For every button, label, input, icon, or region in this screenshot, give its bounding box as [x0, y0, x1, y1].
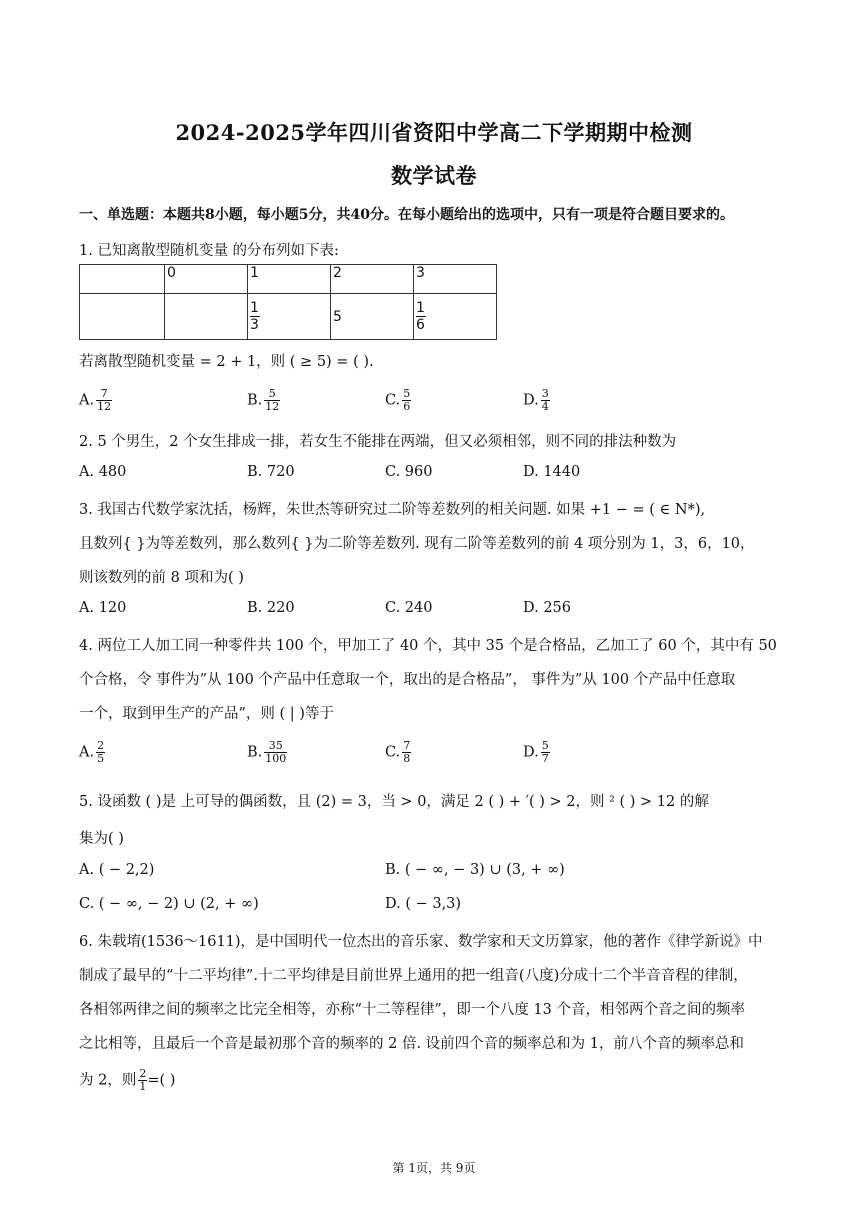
option-a: A. ( − 2,2)	[79, 862, 155, 878]
option-b: B. $\frac{5}{12}$	[247, 387, 280, 413]
question-3-line: 则该数列的前 8 项和为( )	[79, 570, 244, 586]
option-d: D. 1440	[523, 464, 581, 480]
fraction: $\frac{5}{12}$	[265, 387, 280, 413]
table-cell	[248, 294, 331, 340]
distribution-table	[79, 264, 497, 340]
option-a: A. 120	[79, 600, 127, 616]
question-3-line: 3. 我国古代数学家沈括，杨辉，朱世杰等研究过二阶等差数列的相关问题. 如果 +1 − = ( ∈ N*),	[79, 502, 706, 518]
question-4-line: 个合格，令 事件为”从 100 个产品中任意取一个，取出的是合格品”， 事件为”从 100 个产品中任意取	[79, 672, 736, 688]
option-c: C. $\frac{7}{8}$	[385, 739, 411, 765]
option-d: D. $\frac{3}{4}$	[523, 387, 549, 413]
fraction: $\frac{1}{6}$	[416, 300, 425, 333]
question-5-line: 集为( )	[79, 831, 124, 847]
question-5-line: 5. 设函数 ( )是 上可导的偶函数，且 (2) = 3，当 > 0，满足 2 ( ) + ′( ) > 2，则 ² ( ) > 12 的解	[79, 794, 709, 810]
option-d: D. ( − 3,3)	[385, 896, 462, 912]
question-6-line: 各相邻两律之间的频率之比完全相等，亦称“十二等程律”，即一个八度 13 个音，相邻两个音之间的频率	[79, 1002, 745, 1018]
table-cell: 0	[165, 265, 248, 294]
table-cell	[80, 294, 165, 340]
fraction: $\frac{35}{100}$	[265, 739, 287, 765]
table-row	[80, 265, 497, 294]
question-4-line: 一个，取到甲生产的产品”，则 ( | )等于	[79, 706, 334, 722]
table-cell	[165, 294, 248, 340]
fraction: $\frac{2}{5}$	[97, 739, 105, 765]
option-d: D. 256	[523, 600, 572, 616]
fraction: $\frac{3}{4}$	[541, 387, 549, 413]
table-cell	[80, 265, 165, 294]
fraction: $\frac{7}{8}$	[403, 739, 411, 765]
option-c: C. 240	[385, 600, 433, 616]
fraction: $\frac{5}{7}$	[541, 739, 549, 765]
page-footer: 第 1页，共 9页	[392, 1161, 476, 1175]
table-row	[80, 294, 497, 340]
option-b: B. 220	[247, 600, 295, 616]
table-cell	[414, 294, 497, 340]
option-b: B. ( − ∞, − 3) ∪ (3, + ∞)	[385, 862, 565, 878]
exam-title: 2024-2025学年四川省资阳中学高二下学期期中检测	[175, 120, 693, 145]
fraction: $\frac{1}{3}$	[250, 300, 259, 333]
question-1-stem: 1. 已知离散型随机变量 的分布列如下表:	[79, 243, 339, 259]
option-b: B. $\frac{35}{100}$	[247, 739, 287, 765]
question-3-line: 且数列{ }为等差数列，那么数列{ }为二阶等差数列. 现有二阶等差数列的前 4 项分别为 1，3，6，10，	[79, 536, 755, 552]
question-4-line: 4. 两位工人加工同一种零件共 100 个，甲加工了 40 个，其中 35 个是合格品，乙加工了 60 个，其中有 50	[79, 638, 777, 654]
option-b: B. 720	[247, 464, 295, 480]
fraction: $\frac{7}{12}$	[97, 387, 112, 413]
option-c: C. 960	[385, 464, 433, 480]
option-a: A. $\frac{2}{5}$	[79, 739, 105, 765]
question-2-stem: 2. 5 个男生，2 个女生排成一排，若女生不能排在两端，但又必须相邻，则不同的排法种数为	[79, 434, 677, 450]
question-6-line: 制成了最早的“十二平均律”.十二平均律是目前世界上通用的把一组音(八度)分成十二个半音音程的律制，	[79, 968, 748, 984]
fraction: $\frac{5}{6}$	[403, 387, 411, 413]
option-c: C. $\frac{5}{6}$	[385, 387, 411, 413]
table-cell: 5	[331, 294, 414, 340]
question-6-line: 为 2，则 $\frac{2}{1}$ =( )	[79, 1067, 176, 1093]
question-6-line: 6. 朱载堉(1536～1611)，是中国明代一位杰出的音乐家、数学家和天文历算家，他的著作《律学新说》中	[79, 934, 763, 950]
option-a: A. 480	[79, 464, 127, 480]
question-1-prompt: 若离散型随机变量 = 2 + 1，则 ( ≥ 5) = ( ).	[79, 354, 374, 370]
option-a: A. $\frac{7}{12}$	[79, 387, 112, 413]
option-d: D. $\frac{5}{7}$	[523, 739, 549, 765]
question-6-line: 之比相等，且最后一个音是最初那个音的频率的 2 倍. 设前四个音的频率总和为 1，前八个音的频率总和	[79, 1036, 744, 1052]
option-c: C. ( − ∞, − 2) ∪ (2, + ∞)	[79, 896, 259, 912]
table-cell: 1	[248, 265, 331, 294]
table-cell: 2	[331, 265, 414, 294]
exam-subtitle: 数学试卷	[391, 163, 477, 188]
table-cell: 3	[414, 265, 497, 294]
section-heading: 一、单选题：本题共8小题，每小题5分，共40分。在每小题给出的选项中，只有一项是符合题目要求的。	[79, 207, 734, 223]
fraction: $\frac{2}{1}$	[139, 1067, 147, 1093]
